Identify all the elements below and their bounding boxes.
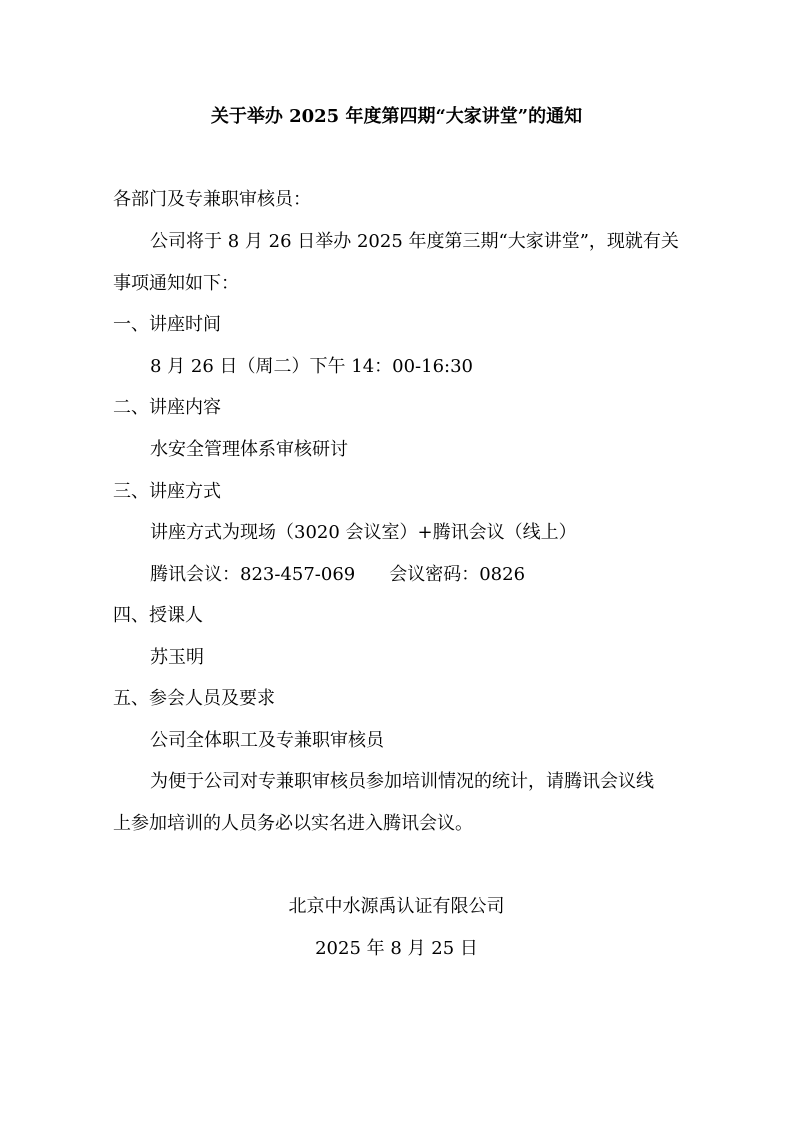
section-lecturer-heading: 四、授课人	[113, 605, 203, 626]
salutation: 各部门及专兼职审核员：	[113, 189, 311, 210]
section-attendees-text: 公司全体职工及专兼职审核员	[150, 730, 384, 751]
section-format-text: 讲座方式为现场（3020 会议室）+腾讯会议（线上）	[150, 522, 577, 543]
signature-company: 北京中水源禹认证有限公司	[288, 896, 505, 917]
attendees-note-line-2: 上参加培训的人员务必以实名进入腾讯会议。	[113, 813, 473, 834]
meeting-id: 腾讯会议：823-457-069	[150, 564, 356, 585]
section-format-heading: 三、讲座方式	[113, 481, 221, 502]
intro-line-2: 事项通知如下：	[113, 273, 239, 294]
section-lecturer-name: 苏玉明	[150, 647, 204, 668]
section-time-heading: 一、讲座时间	[113, 314, 221, 335]
signature-date: 2025 年 8 月 25 日	[315, 938, 478, 959]
section-content-text: 水安全管理体系审核研讨	[150, 439, 348, 460]
attendees-note-line-1: 为便于公司对专兼职审核员参加培训情况的统计，请腾讯会议线	[150, 771, 654, 792]
meeting-password: 会议密码：0826	[389, 564, 526, 585]
meeting-info-line	[150, 563, 525, 587]
section-content-heading: 二、讲座内容	[113, 397, 221, 418]
document-title: 关于举办 2025 年度第四期“大家讲堂”的通知	[210, 106, 583, 127]
section-attendees-heading: 五、参会人员及要求	[113, 688, 275, 709]
section-time-content: 8 月 26 日（周二）下午 14：00-16:30	[150, 356, 474, 377]
intro-line-1: 公司将于 8 月 26 日举办 2025 年度第三期“大家讲堂”，现就有关	[150, 231, 679, 252]
